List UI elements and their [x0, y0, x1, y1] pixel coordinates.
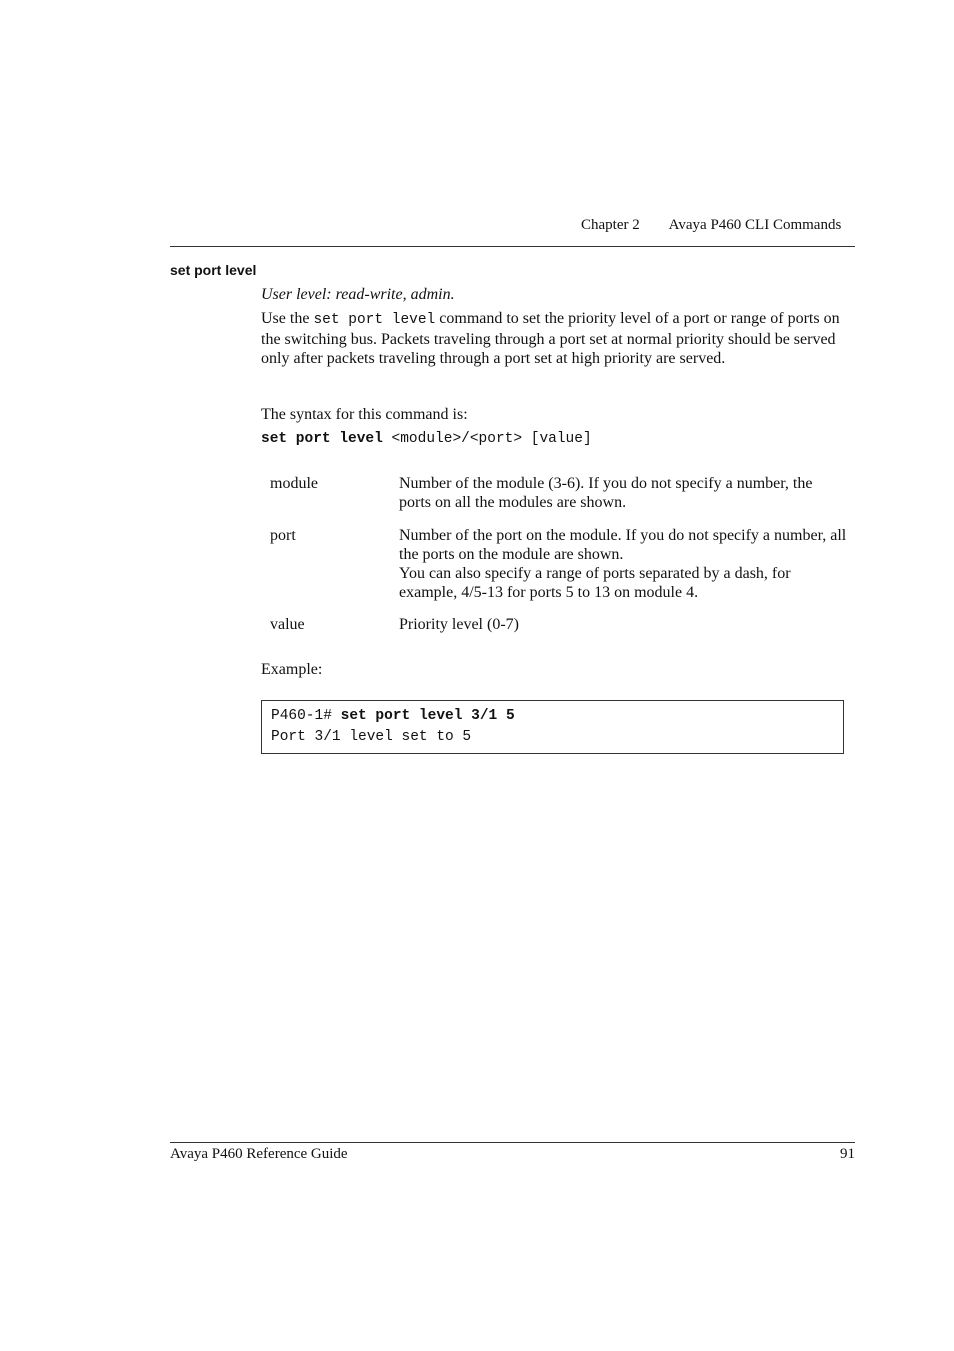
parameter-description: [399, 474, 847, 512]
chapter-title: Avaya P460 CLI Commands: [668, 217, 842, 233]
parameter-description-line: Priority level (0-7): [399, 616, 519, 633]
example-command-line: [271, 706, 834, 727]
running-header: [581, 216, 841, 234]
section-heading: set port level: [170, 262, 257, 278]
parameter-description: [399, 615, 847, 634]
syntax-command: set port level: [261, 431, 383, 447]
page-number: 91: [840, 1146, 855, 1162]
footer-guide-title: Avaya P460 Reference Guide: [170, 1146, 348, 1162]
parameter-name: value: [270, 616, 305, 633]
example-label: Example:: [261, 661, 323, 678]
user-level-note: User level: read-write, admin.: [261, 286, 455, 303]
intro-text-before: Use the: [261, 310, 314, 327]
example-command: set port level 3/1 5: [340, 708, 515, 724]
header-divider: [170, 246, 855, 247]
parameter-description-line: You can also specify a range of ports separated by a dash, for example, 4/5-13 for ports 5 to 13 on module 4.: [399, 565, 791, 601]
chapter-label: Chapter 2: [581, 217, 640, 233]
parameter-description-line: Number of the port on the module. If you do not specify a number, all the ports on the module are shown.: [399, 527, 847, 563]
parameter-description-line: Number of the module (3-6). If you do not specify a number, the ports on all the modules are shown.: [399, 475, 813, 511]
example-output: Port 3/1 level set to 5: [271, 729, 472, 745]
intro-paragraph: [261, 309, 856, 368]
footer-divider: [170, 1142, 855, 1143]
syntax-arguments: <module>/<port> [value]: [382, 431, 592, 447]
syntax-line: [261, 430, 592, 449]
syntax-label: The syntax for this command is:: [261, 406, 468, 423]
example-prompt: P460-1#: [271, 708, 341, 724]
parameter-description: [399, 526, 847, 602]
parameter-name: module: [270, 475, 318, 492]
parameter-name: port: [270, 527, 296, 544]
intro-command: set port level: [313, 312, 436, 328]
example-code-block: [261, 700, 844, 754]
intro-text-after: command to set the priority level of a port or range of ports on the switching bus. Packets traveling through a port set at normal priority should be served only after packets traveling through a port set at high priority are served.: [261, 310, 840, 367]
